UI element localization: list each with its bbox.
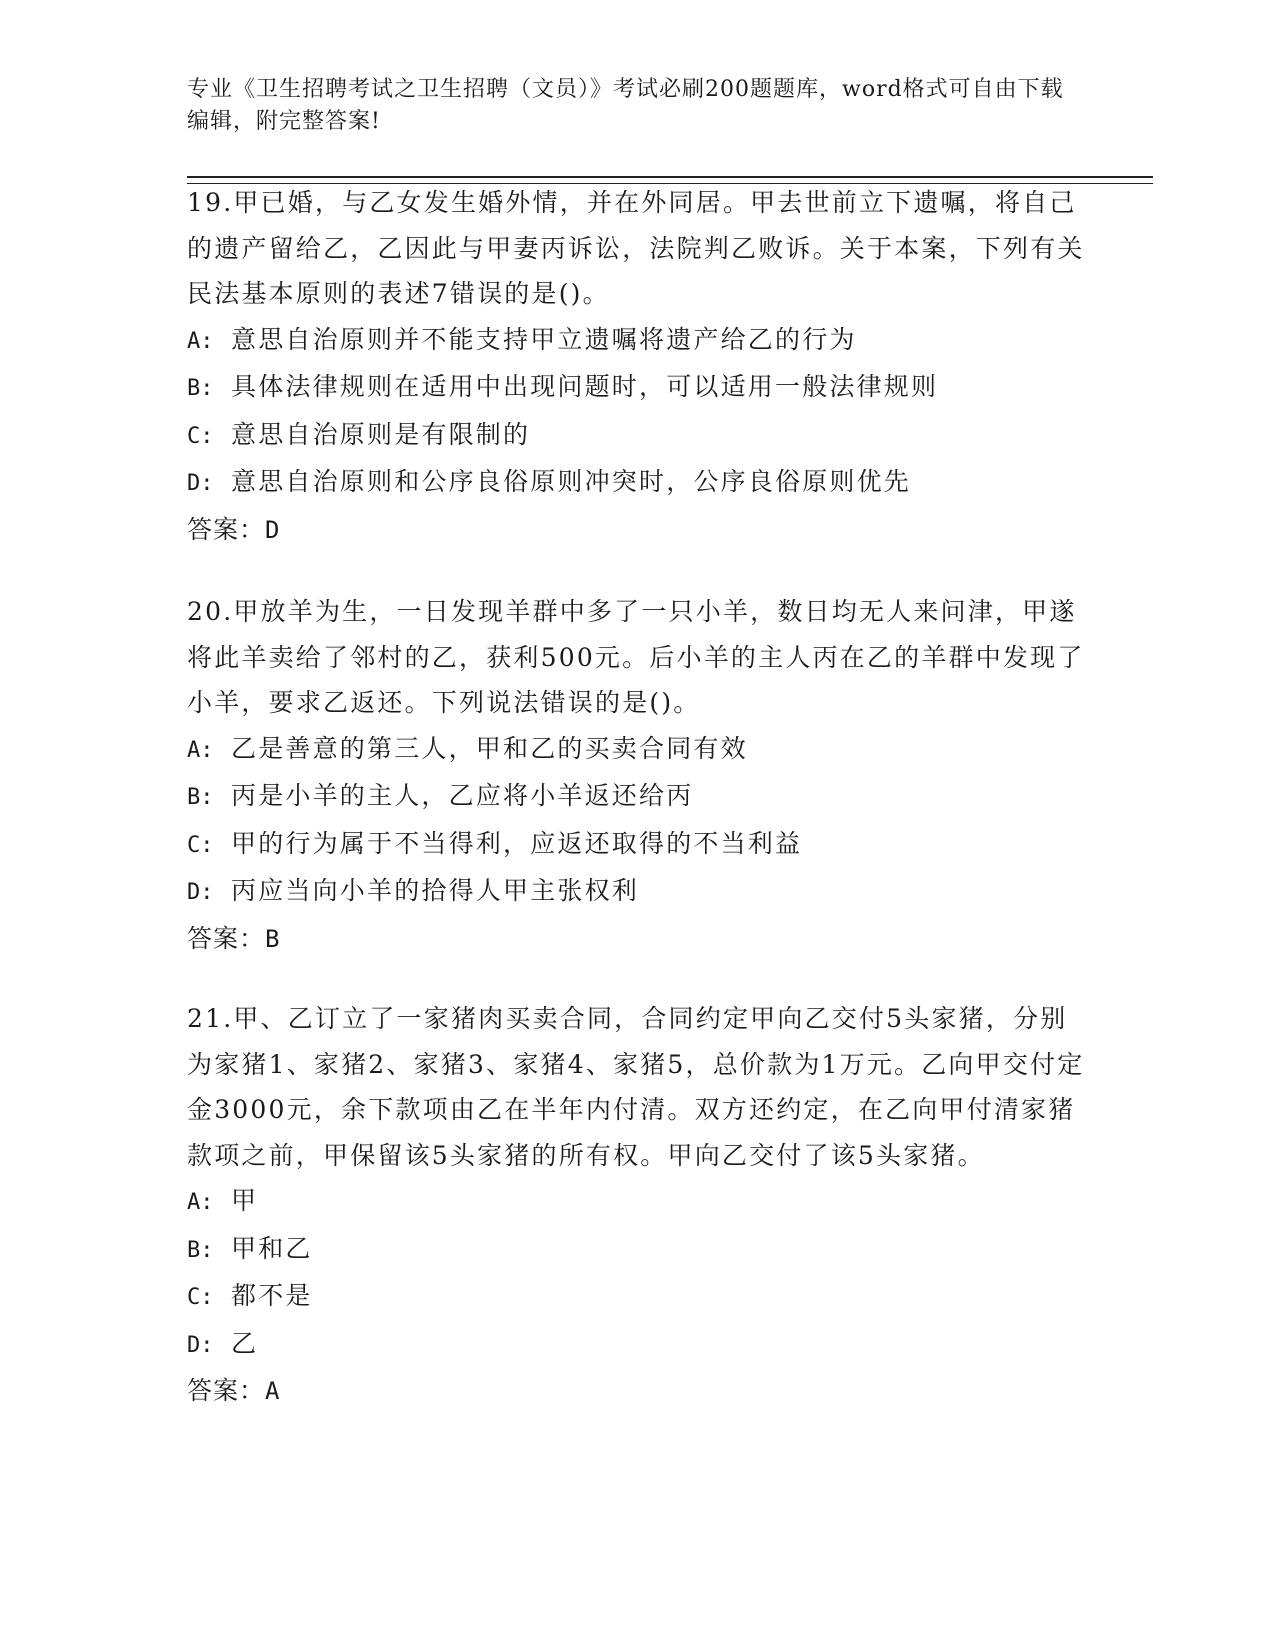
option-c xyxy=(187,1273,1087,1321)
question-stem: 19.甲已婚，与乙女发生婚外情，并在外同居。甲去世前立下遗嘱，将自己的遗产留给乙，乙因此与甲妻丙诉讼，法院判乙败诉。关于本案，下列有关民法基本原则的表述7错误的是()。 xyxy=(187,188,1085,308)
option-text: 具体法律规则在适用中出现问题时，可以适用一般法律规则 xyxy=(231,372,939,401)
question-21 xyxy=(187,996,1087,1415)
option-letter: C: xyxy=(187,1285,214,1310)
option-letter: C: xyxy=(187,832,214,858)
option-b xyxy=(187,364,1087,412)
option-text: 都不是 xyxy=(231,1281,313,1310)
answer-line xyxy=(187,507,1087,554)
answer-value: D xyxy=(265,515,281,544)
option-text: 意思自治原则是有限制的 xyxy=(231,419,531,449)
option-a xyxy=(187,726,1087,774)
option-letter: B: xyxy=(187,785,214,810)
option-letter: A: xyxy=(187,737,214,763)
option-letter: D: xyxy=(187,471,214,496)
document-header xyxy=(187,74,1067,138)
option-text: 甲的行为属于不当得利，应返还取得的不当利益 xyxy=(231,828,803,858)
option-letter: D: xyxy=(187,880,214,905)
answer-label: 答案： xyxy=(187,923,266,953)
option-a xyxy=(187,1178,1087,1226)
question-stem: 20.甲放羊为生，一日发现羊群中多了一只小羊，数日均无人来问津，甲遂将此羊卖给了邻村的乙，获利500元。后小羊的主人丙在乙的羊群中发现了小羊，要求乙返还。下列说法错误的是()。 xyxy=(187,597,1085,717)
option-text: 乙 xyxy=(231,1328,259,1358)
answer-line xyxy=(187,916,1087,963)
answer-value: B xyxy=(265,924,281,953)
option-text: 乙是善意的第三人，甲和乙的买卖合同有效 xyxy=(231,733,748,763)
option-text: 意思自治原则和公序良俗原则冲突时，公序良俗原则优先 xyxy=(231,467,912,496)
question-20 xyxy=(187,589,1087,962)
option-d xyxy=(187,868,1087,916)
answer-label: 答案： xyxy=(187,1376,266,1405)
option-b xyxy=(187,1226,1087,1274)
question-stem: 21.甲、乙订立了一家猪肉买卖合同，合同约定甲向乙交付5头家猪，分别为家猪1、家猪2、家猪3、家猪4、家猪5，总价款为1万元。乙向甲交付定金3000元，余下款项由乙在半年内付清。双方还约定，在乙向甲付清家猪款项之前，甲保留该5头家猪的所有权。甲向乙交付了该5头家猪。 xyxy=(187,1004,1085,1170)
option-text: 甲 xyxy=(231,1186,259,1215)
option-d xyxy=(187,1321,1087,1369)
option-c xyxy=(187,412,1087,460)
option-c xyxy=(187,821,1087,869)
question-19 xyxy=(187,180,1087,553)
option-text: 意思自治原则并不能支持甲立遗嘱将遗产给乙的行为 xyxy=(231,324,857,354)
option-letter: D: xyxy=(187,1332,214,1358)
option-b xyxy=(187,773,1087,821)
option-a xyxy=(187,317,1087,365)
answer-label: 答案： xyxy=(187,514,266,544)
option-letter: A: xyxy=(187,328,214,354)
option-letter: C: xyxy=(187,423,214,449)
option-letter: A: xyxy=(187,1190,214,1215)
option-text: 丙应当向小羊的拾得人甲主张权利 xyxy=(231,876,640,905)
answer-line xyxy=(187,1368,1087,1415)
option-d xyxy=(187,459,1087,507)
option-letter: B: xyxy=(187,1237,214,1263)
option-text: 甲和乙 xyxy=(231,1233,313,1263)
header-title: 专业《卫生招聘考试之卫生招聘（文员）》考试必刷200题题库，word格式可自由下载编辑，附完整答案! xyxy=(187,77,1064,134)
option-letter: B: xyxy=(187,376,214,401)
option-text: 丙是小羊的主人，乙应将小羊返还给丙 xyxy=(231,781,694,810)
answer-value: A xyxy=(265,1377,281,1405)
